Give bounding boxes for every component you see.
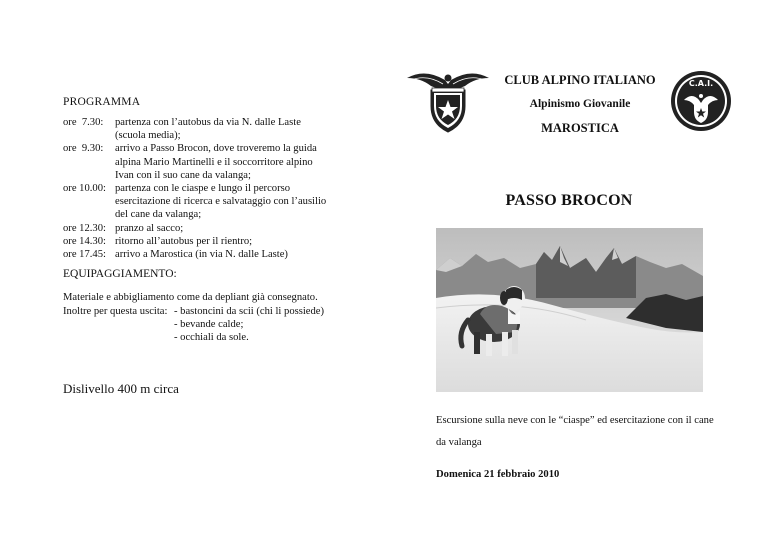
schedule-line: Ivan con il suo cane da valanga; <box>115 169 251 181</box>
schedule-time: ore 7.30: <box>63 117 104 128</box>
schedule-item <box>63 222 353 235</box>
schedule-time: ore 14.30: <box>63 235 106 247</box>
schedule-description <box>113 182 353 222</box>
seal-text: C.A.I. <box>688 79 714 88</box>
schedule-line: esercitazione di ricerca e salvataggio con l’ausilio <box>115 196 327 208</box>
equipment-item: - bevande calde; <box>174 319 244 331</box>
equipment-list <box>63 305 324 345</box>
schedule-description <box>113 248 353 261</box>
schedule-description <box>113 235 353 248</box>
schedule-item <box>63 248 353 261</box>
equipaggiamento-title: EQUIPAGGIAMENTO: <box>63 268 177 280</box>
org-city: MAROSTICA <box>541 121 619 135</box>
equipment-lead: Inoltre per questa uscita: <box>63 306 168 317</box>
schedule-line: partenza con l’autobus da via N. dalle Laste <box>115 117 301 128</box>
schedule-line: partenza con le ciaspe e lungo il percorso <box>115 183 291 195</box>
event-description: Escursione sulla neve con le “ciaspe” ed esercitazione con il cane da valanga <box>436 415 714 448</box>
schedule-item <box>63 182 353 222</box>
schedule-line: ritorno all’autobus per il rientro; <box>115 235 253 247</box>
schedule-item <box>63 142 353 182</box>
schedule-description <box>113 142 353 182</box>
event-date: Domenica 21 febbraio 2010 <box>436 469 560 480</box>
cai-eagle-logo <box>405 66 491 134</box>
schedule-item <box>63 116 353 142</box>
event-title: PASSO BROCON <box>505 192 633 209</box>
schedule-time: ore 17.45: <box>63 249 106 261</box>
schedule-line: arrivo a Marostica (in via N. dalle Laste) <box>115 249 288 261</box>
schedule-time: ore 12.30: <box>63 222 106 234</box>
elevation-gain: Dislivello 400 m circa <box>63 381 179 396</box>
programma-title: PROGRAMMA <box>63 96 141 108</box>
org-subtitle: Alpinismo Giovanile <box>529 98 631 110</box>
schedule-item <box>63 235 353 248</box>
schedule-list <box>63 116 353 261</box>
cai-seal-logo <box>670 70 732 132</box>
schedule-time: ore 9.30: <box>63 143 104 155</box>
equipment-general-note: Materiale e abbigliamento come da depliant già consegnato. <box>63 292 318 303</box>
schedule-line: alpina Mario Martinelli e il soccorritore alpino <box>115 156 313 168</box>
schedule-description <box>113 116 353 142</box>
schedule-description <box>113 222 353 235</box>
schedule-time: ore 10.00: <box>63 183 106 195</box>
schedule-line: pranzo al sacco; <box>115 222 184 234</box>
schedule-line: del cane da valanga; <box>115 209 202 221</box>
org-name: CLUB ALPINO ITALIANO <box>504 73 656 87</box>
equipment-item: - occhiali da sole. <box>174 332 249 344</box>
schedule-line: arrivo a Passo Brocon, dove troveremo la guida <box>115 143 317 155</box>
dog-in-snow-photo <box>436 228 703 392</box>
schedule-line: (scuola media); <box>115 130 181 142</box>
equipment-item: - bastoncini da scii (chi li possiede) <box>174 306 325 317</box>
